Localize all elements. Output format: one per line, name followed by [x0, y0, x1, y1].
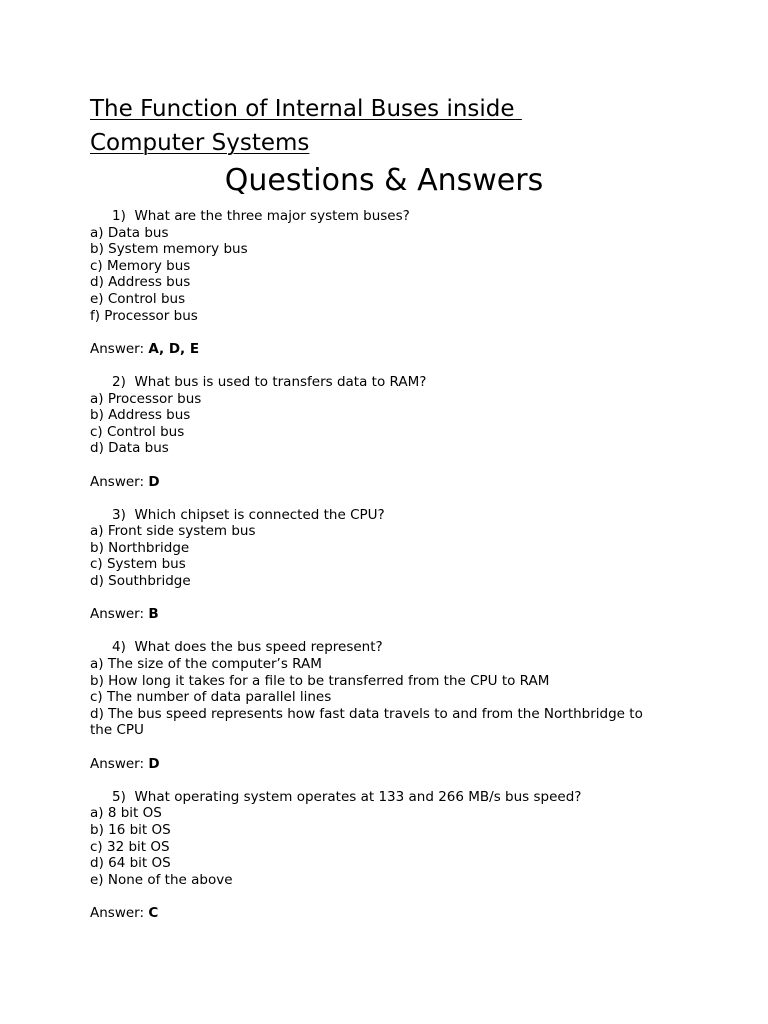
- spacer: [90, 888, 690, 905]
- document-title: [90, 92, 690, 160]
- answer-option: a) The size of the computer’s RAM: [90, 656, 322, 673]
- answer-option: d) The bus speed represents how fast data travels to and from the Northbridge to: [90, 705, 643, 722]
- answer-option: f) Processor bus: [90, 307, 198, 324]
- document-title-line-2: Computer Systems: [90, 130, 310, 156]
- answer-label: Answer:: [90, 904, 149, 921]
- spacer: [90, 357, 690, 374]
- answer-option: b) Northbridge: [90, 539, 190, 556]
- question-block: [90, 789, 690, 922]
- answer-value: D: [148, 473, 160, 490]
- question-block: [90, 208, 690, 374]
- answer-option: e) Control bus: [90, 290, 186, 307]
- answer-value: D: [148, 755, 160, 772]
- answer-label: Answer:: [90, 340, 149, 357]
- document-subtitle: Questions & Answers: [224, 163, 544, 198]
- spacer: [90, 739, 690, 756]
- spacer: [90, 623, 690, 640]
- answer-option: a) Data bus: [90, 224, 169, 241]
- answer-option: c) Control bus: [90, 423, 185, 440]
- answer-option: b) How long it takes for a file to be transferred from the CPU to RAM: [90, 672, 550, 689]
- answer-label: Answer:: [90, 606, 149, 623]
- question-text: 4) What does the bus speed represent?: [112, 639, 383, 656]
- answer-option: b) Address bus: [90, 407, 191, 424]
- answer-option: a) Front side system bus: [90, 523, 256, 540]
- answer-option: c) 32 bit OS: [90, 838, 170, 855]
- spacer: [90, 490, 690, 507]
- answer-option: c) The number of data parallel lines: [90, 689, 332, 706]
- document-title-line-1: The Function of Internal Buses inside: [90, 96, 522, 122]
- answer-line: [90, 606, 690, 623]
- question-list: [90, 208, 690, 922]
- answer-value: A, D, E: [148, 340, 200, 357]
- answer-option: a) 8 bit OS: [90, 805, 162, 822]
- answer-label: Answer:: [90, 473, 149, 490]
- question-block: [90, 639, 690, 788]
- answer-value: C: [148, 904, 159, 921]
- question-text: 5) What operating system operates at 133 and 266 MB/s bus speed?: [112, 788, 582, 805]
- answer-line: [90, 905, 690, 922]
- answer-option: a) Processor bus: [90, 390, 202, 407]
- question-text: 2) What bus is used to transfers data to RAM?: [112, 373, 427, 390]
- spacer: [90, 772, 690, 789]
- question-text: 1) What are the three major system buses?: [112, 208, 410, 224]
- answer-option: e) None of the above: [90, 871, 233, 888]
- answer-option: b) 16 bit OS: [90, 821, 171, 838]
- answer-option: d) Southbridge: [90, 573, 191, 590]
- answer-label: Answer:: [90, 755, 149, 772]
- answer-option: c) System bus: [90, 556, 186, 573]
- answer-value: B: [148, 606, 159, 623]
- answer-line: [90, 341, 690, 358]
- answer-option: d) 64 bit OS: [90, 855, 171, 872]
- answer-option: the CPU: [90, 722, 144, 739]
- answer-line: [90, 474, 690, 491]
- spacer: [90, 324, 690, 341]
- spacer: [90, 590, 690, 607]
- answer-line: [90, 756, 690, 773]
- answer-option: b) System memory bus: [90, 241, 248, 258]
- document-page: [90, 92, 690, 922]
- question-block: [90, 374, 690, 507]
- question-text: 3) Which chipset is connected the CPU?: [112, 506, 385, 523]
- question-block: [90, 507, 690, 640]
- spacer: [90, 457, 690, 474]
- answer-option: d) Data bus: [90, 440, 169, 457]
- answer-option: d) Address bus: [90, 274, 191, 291]
- answer-option: c) Memory bus: [90, 257, 191, 274]
